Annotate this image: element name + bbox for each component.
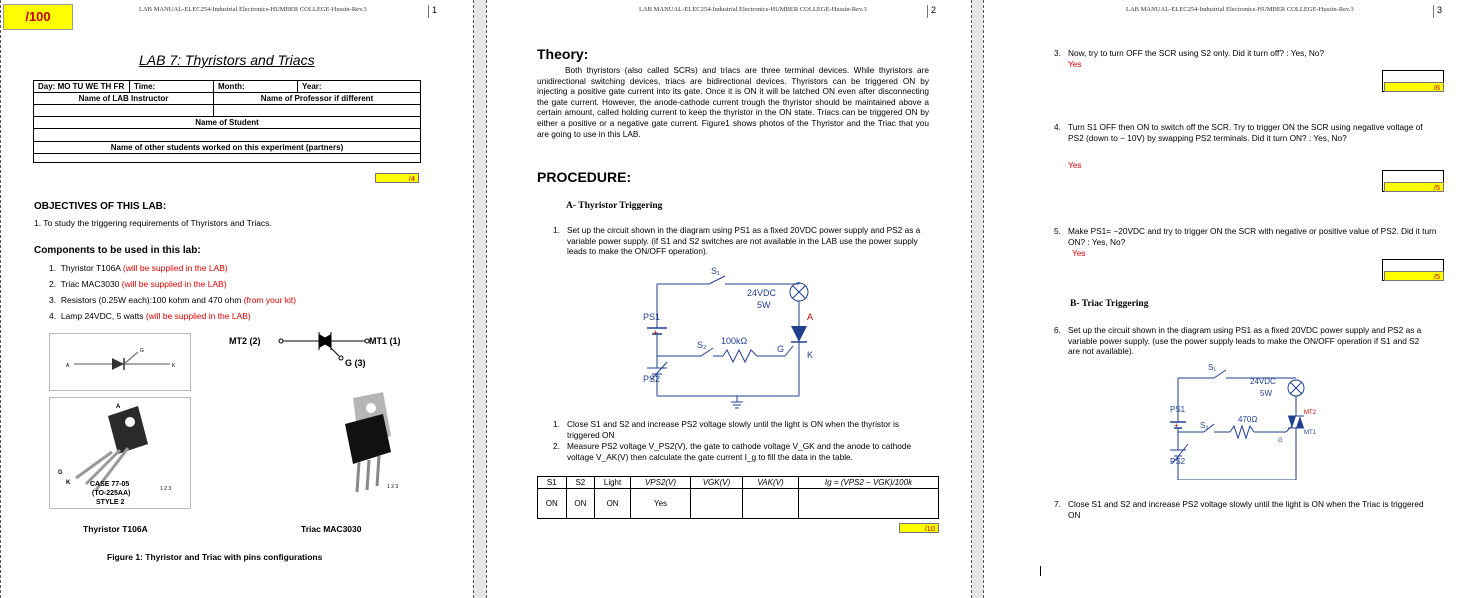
- triac-package-figure: [331, 392, 401, 497]
- component-2: 2. Triac MAC3030 (will be supplied in the LAB): [49, 279, 227, 289]
- triac-mt1-label: MT1 (1): [369, 336, 401, 346]
- ps2-label-b: PS2: [1170, 457, 1186, 466]
- theory-text: Both thyristors (also called SCRs) and triacs are three terminal devices. While thyristors are unidirectional switching devices, triacs are bidirectional devices. Thyristors can be triggered ON by injecting a positive gate current into its gate. Once it is ON it will be latched ON even after disconnecting the gate current. However, the anode-cathode current trough the thyristor should be maintained above a certain amount, called holding current to keep the thyristor in the ON state. Triacs can be triggered ON by either a positive or a negative gate current. Figure1 shows photos of the Thyristor and the Triac that you are going to use in this LAB.: [537, 65, 929, 139]
- procedure-heading: PROCEDURE:: [537, 169, 632, 185]
- page-header: LAB MANUAL-ELEC254-Industrial Electronics-HUMBER COLLEGE-Hussin-Rev.3: [1126, 6, 1354, 13]
- pkg-k-label: K: [66, 480, 71, 486]
- scr-symbol-svg: [50, 334, 192, 392]
- lab-title: LAB 7: Thyristors and Triacs: [139, 52, 315, 68]
- col-light: Light: [595, 477, 631, 489]
- s2-label-b: S₂: [1200, 421, 1209, 430]
- q4-scorebox[interactable]: [1382, 170, 1444, 192]
- col-vak: VAK(V): [743, 477, 799, 489]
- caption-triac: Triac MAC3030: [301, 524, 362, 534]
- professor-field[interactable]: [214, 105, 421, 117]
- triac-circuit-diagram: [1168, 360, 1318, 480]
- mt1-label-b: MT1: [1304, 430, 1316, 436]
- cell-vgk[interactable]: [691, 489, 743, 519]
- caption-thyristor: Thyristor T106A: [83, 524, 148, 534]
- cell-s1[interactable]: ON: [538, 489, 567, 519]
- scr-symbol-figure: [49, 333, 191, 391]
- scr-a-label: A: [66, 363, 70, 369]
- q5-scorebox[interactable]: [1382, 259, 1444, 281]
- q5-answer[interactable]: Yes: [1072, 248, 1086, 258]
- cell-light[interactable]: ON: [595, 489, 631, 519]
- objective-1: 1. To study the triggering requirements of Thyristors and Triacs.: [34, 218, 272, 228]
- pkg-style: STYLE 2: [96, 499, 125, 506]
- info-table[interactable]: [33, 80, 421, 163]
- q7-num: 7.: [1054, 499, 1061, 509]
- s2-label: S₂: [697, 340, 707, 350]
- col-s1: S1: [538, 477, 567, 489]
- pkg-pins: 1 2 3: [160, 486, 172, 492]
- day-cell[interactable]: Day: MO TU WE TH FR: [34, 81, 130, 93]
- q3-answer[interactable]: Yes: [1068, 59, 1082, 69]
- q5-score[interactable]: /5: [1384, 271, 1444, 281]
- sub-step-1: Close S1 and S2 and increase PS2 voltage slowly until the light is ON when the thyristor is triggered ON: [567, 419, 900, 440]
- component-1: 1. Thyristor T106A (will be supplied in the LAB): [49, 263, 228, 273]
- q4-score[interactable]: /5: [1384, 182, 1444, 192]
- time-cell[interactable]: Time:: [130, 81, 214, 93]
- q3-scorebox[interactable]: [1382, 70, 1444, 92]
- info-score[interactable]: /4: [375, 173, 419, 183]
- col-s2: S2: [566, 477, 595, 489]
- q6-num: 6.: [1054, 325, 1061, 335]
- instructor-field[interactable]: [34, 105, 214, 117]
- q4-num: 4.: [1054, 122, 1061, 132]
- lamp-watts-b: 5W: [1260, 389, 1272, 398]
- anode-label: A: [807, 312, 814, 322]
- q4-text: Turn S1 OFF then ON to switch off the SCR. Try to trigger ON the SCR using negative voltage of PS2 (down to − 10V) by swapping PS2 terminals. Did it turn ON? : Yes, No?: [1068, 122, 1423, 143]
- ps2-label: PS2: [643, 374, 661, 384]
- s1-label-b: S₁: [1208, 363, 1217, 372]
- page-header: LAB MANUAL-ELEC254-Industrial Electronics-HUMBER COLLEGE-Hussin-Rev.3: [639, 6, 867, 13]
- instructor-label: Name of LAB Instructor: [34, 93, 214, 105]
- ps1-plus: +: [653, 328, 659, 338]
- professor-label: Name of Professor if different: [214, 93, 421, 105]
- cell-vps2[interactable]: Yes: [631, 489, 691, 519]
- theory-heading: Theory:: [537, 46, 589, 62]
- cell-ig[interactable]: [799, 489, 939, 519]
- lamp-watts: 5W: [757, 300, 771, 310]
- q3-text: Now, try to turn OFF the SCR using S2 only. Did it turn off? : Yes, No?: [1068, 48, 1325, 58]
- components-heading: Components to be used in this lab:: [34, 245, 201, 256]
- triac-mt2-label: MT2 (2): [229, 336, 261, 346]
- q6-text: Set up the circuit shown in the diagram using PS1 as a fixed 20VDC power supply and PS2 as a variable power supply. (use the power supply leads to make the ON/OFF operation if S1 and S2 are not available).: [1068, 325, 1422, 357]
- year-cell[interactable]: Year:: [298, 81, 421, 93]
- resistor-label-b: 470Ω: [1238, 415, 1258, 424]
- total-score-box[interactable]: /100: [3, 4, 73, 30]
- pkg-g-label: G: [58, 470, 63, 476]
- lamp-voltage-b: 24VDC: [1250, 377, 1276, 386]
- resistor-label: 100kΩ: [721, 336, 748, 346]
- col-ig: Ig = (VPS2 − VGK)/100k: [799, 477, 939, 489]
- triac-symbol: [229, 326, 419, 371]
- gate-label: G: [777, 344, 785, 354]
- thyristor-package-svg: [50, 398, 192, 510]
- scr-g-label: G: [140, 348, 144, 354]
- page-number: 3: [1433, 5, 1442, 18]
- month-cell[interactable]: Month:: [214, 81, 298, 93]
- text-cursor[interactable]: [1040, 566, 1041, 576]
- pkg-case: CASE 77-05: [90, 481, 130, 488]
- thyristor-package-figure: [49, 397, 191, 509]
- scr-circuit-diagram: [627, 262, 827, 412]
- q5-num: 5.: [1054, 226, 1061, 236]
- component-4: 4. Lamp 24VDC, 5 watts (will be supplied in the LAB): [49, 311, 251, 321]
- cell-vak[interactable]: [743, 489, 799, 519]
- lamp-voltage: 24VDC: [747, 288, 777, 298]
- ps1-label-b: PS1: [1170, 405, 1186, 414]
- scr-k-label: K: [172, 363, 176, 369]
- ps1-plus-b: +: [1174, 421, 1179, 430]
- mt2-label-b: MT2: [1304, 410, 1316, 416]
- q3-num: 3.: [1054, 48, 1061, 58]
- cathode-label: K: [807, 350, 814, 360]
- sub-step-1-num: 1.: [553, 419, 560, 429]
- q3-score[interactable]: /6: [1384, 82, 1444, 92]
- q5-text: Make PS1= −20VDC and try to trigger ON the SCR with negative or positive value of PS2. Did it turn ON? : Yes, No?: [1068, 226, 1437, 247]
- measurement-table[interactable]: [537, 476, 939, 519]
- sub-step-2-num: 2.: [553, 441, 560, 451]
- s1-label: S₁: [711, 266, 721, 276]
- gate-label-b: G: [1278, 438, 1283, 444]
- step-1-num: 1.: [553, 225, 560, 235]
- q7-text: Close S1 and S2 and increase PS2 voltage slowly until the light is ON when the Triac is triggered ON: [1068, 499, 1424, 520]
- pkg-a-label: A: [116, 404, 121, 410]
- triac-pkg-pins: 1 2 3: [387, 484, 399, 490]
- triac-g-label: G (3): [345, 358, 366, 368]
- student-field[interactable]: [34, 129, 421, 142]
- partners-field[interactable]: [34, 154, 421, 163]
- col-vps2: VPS2(V): [631, 477, 691, 489]
- page-3: [983, 0, 1462, 598]
- figure-caption: Figure 1: Thyristor and Triac with pins configurations: [107, 552, 323, 562]
- q4-answer[interactable]: Yes: [1068, 160, 1082, 170]
- ps1-label: PS1: [643, 312, 661, 322]
- step-1-text: Set up the circuit shown in the diagram using PS1 as a fixed 20VDC power supply and PS2 as a variable power supply. (if S1 and S2 switches are not available in the LAB use the power supply leads to make the ON/OFF operation).: [567, 225, 921, 257]
- component-3: 3. Resistors (0.25W each):100 kohm and 470 ohm (from your kit): [49, 295, 297, 305]
- page-header: LAB MANUAL-ELEC254-Industrial Electronics-HUMBER COLLEGE-Hussin-Rev.3: [139, 6, 367, 13]
- section-b-heading: B- Triac Triggering: [1070, 299, 1149, 309]
- pkg-type: (TO-225AA): [92, 490, 131, 497]
- objectives-heading: OBJECTIVES OF THIS LAB:: [34, 201, 167, 212]
- table-score[interactable]: /10: [899, 523, 939, 533]
- page-number: 1: [428, 5, 437, 18]
- page-2: [486, 0, 972, 598]
- col-vgk: VGK(V): [691, 477, 743, 489]
- page-1: [0, 0, 474, 598]
- sub-step-2: Measure PS2 voltage V_PS2(V), the gate to cathode voltage V_GK and the anode to cathode voltage V_AK(V) then calculate the gate current I_g to fill the data in the table.: [567, 441, 912, 462]
- partners-label: Name of other students worked on this experiment (partners): [34, 142, 421, 154]
- student-label: Name of Student: [34, 117, 421, 129]
- cell-s2[interactable]: ON: [566, 489, 595, 519]
- page-number: 2: [927, 5, 936, 18]
- section-a-heading: A- Thyristor Triggering: [566, 201, 663, 211]
